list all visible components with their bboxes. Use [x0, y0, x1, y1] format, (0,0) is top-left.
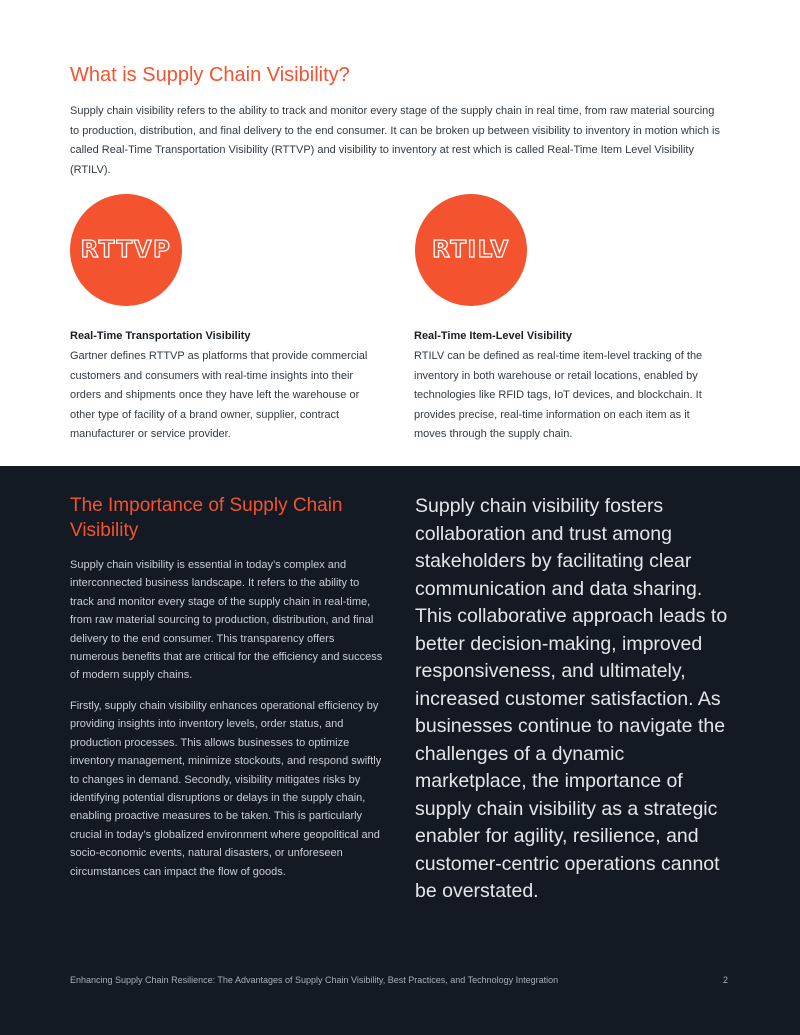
footer-text: Enhancing Supply Chain Resilience: The Advantages of Supply Chain Visibility, Best Practices, and Technology Integration	[70, 975, 559, 985]
rttvp-heading: Real-Time Transportation Visibility	[70, 330, 251, 342]
rttvp-badge-label: RTTVP	[80, 237, 172, 263]
rttvp-column	[70, 328, 380, 445]
importance-title: The Importance of Supply Chain Visibility	[70, 495, 343, 541]
rtilv-heading: Real-Time Item-Level Visibility	[414, 330, 572, 342]
top-section	[0, 0, 800, 466]
importance-paragraph-2: Firstly, supply chain visibility enhances operational efficiency by providing insights into inventory levels, order status, and production processes. This allows businesses to optimize inventory management, minimize stockouts, and respond swiftly to changes in demand. Secondly, visibility mitigates risks by identifying potential disruptions or delays in the supply chain, enabling proactive measures to be taken. This is particularly crucial in today’s globalized environment where geopolitical and socio-economic events, natural disasters, or unforeseen circumstances can impact the flow of goods.	[70, 700, 382, 878]
intro-paragraph: Supply chain visibility refers to the ability to track and monitor every stage of the supply chain in real time, from raw material sourcing to production, distribution, and final delivery to the end consumer. It can be broken up between visibility to inventory in motion which is called Real-Time Transportation Visibility (RTTVP) and visibility to inventory at rest which is called Real-Time Item Level Visibility (RTILV).	[70, 105, 720, 176]
rtilv-column	[414, 328, 719, 445]
rttvp-description: Gartner defines RTTVP as platforms that provide commercial customers and consumers with real-time insights into their orders and shipments once they have left the warehouse or other type of facility of a brand owner, supplier, contract manufacturer or service provider.	[70, 350, 368, 441]
importance-paragraph-1: Supply chain visibility is essential in today’s complex and interconnected business landscape. It refers to the ability to track and monitor every stage of the supply chain in real-time, from raw material sourcing to production, distribution, and final delivery to the end consumer. This transparency offers numerous benefits that are critical for the efficiency and success of modern supply chains.	[70, 559, 383, 682]
section-title: What is Supply Chain Visibility?	[70, 64, 350, 86]
rttvp-badge	[70, 194, 182, 306]
rtilv-badge	[415, 194, 527, 306]
page-number: 2	[723, 975, 729, 985]
pull-quote: Supply chain visibility fosters collaboration and trust among stakeholders by facilitating clear communication and data sharing. This collaborative approach leads to better decision-making, improved responsiveness, and ultimately, increased customer satisfaction. As businesses continue to navigate the challenges of a dynamic marketplace, the importance of supply chain visibility as a strategic enabler for agility, resilience, and customer-centric operations cannot be overstated.	[415, 495, 728, 902]
rtilv-badge-label: RTILV	[432, 237, 510, 263]
rtilv-description: RTILV can be defined as real-time item-level tracking of the inventory in both warehouse or retail locations, enabled by technologies like RFID tags, IoT devices, and blockchain. It provides precise, real-time information on each item as it moves through the supply chain.	[414, 350, 703, 441]
